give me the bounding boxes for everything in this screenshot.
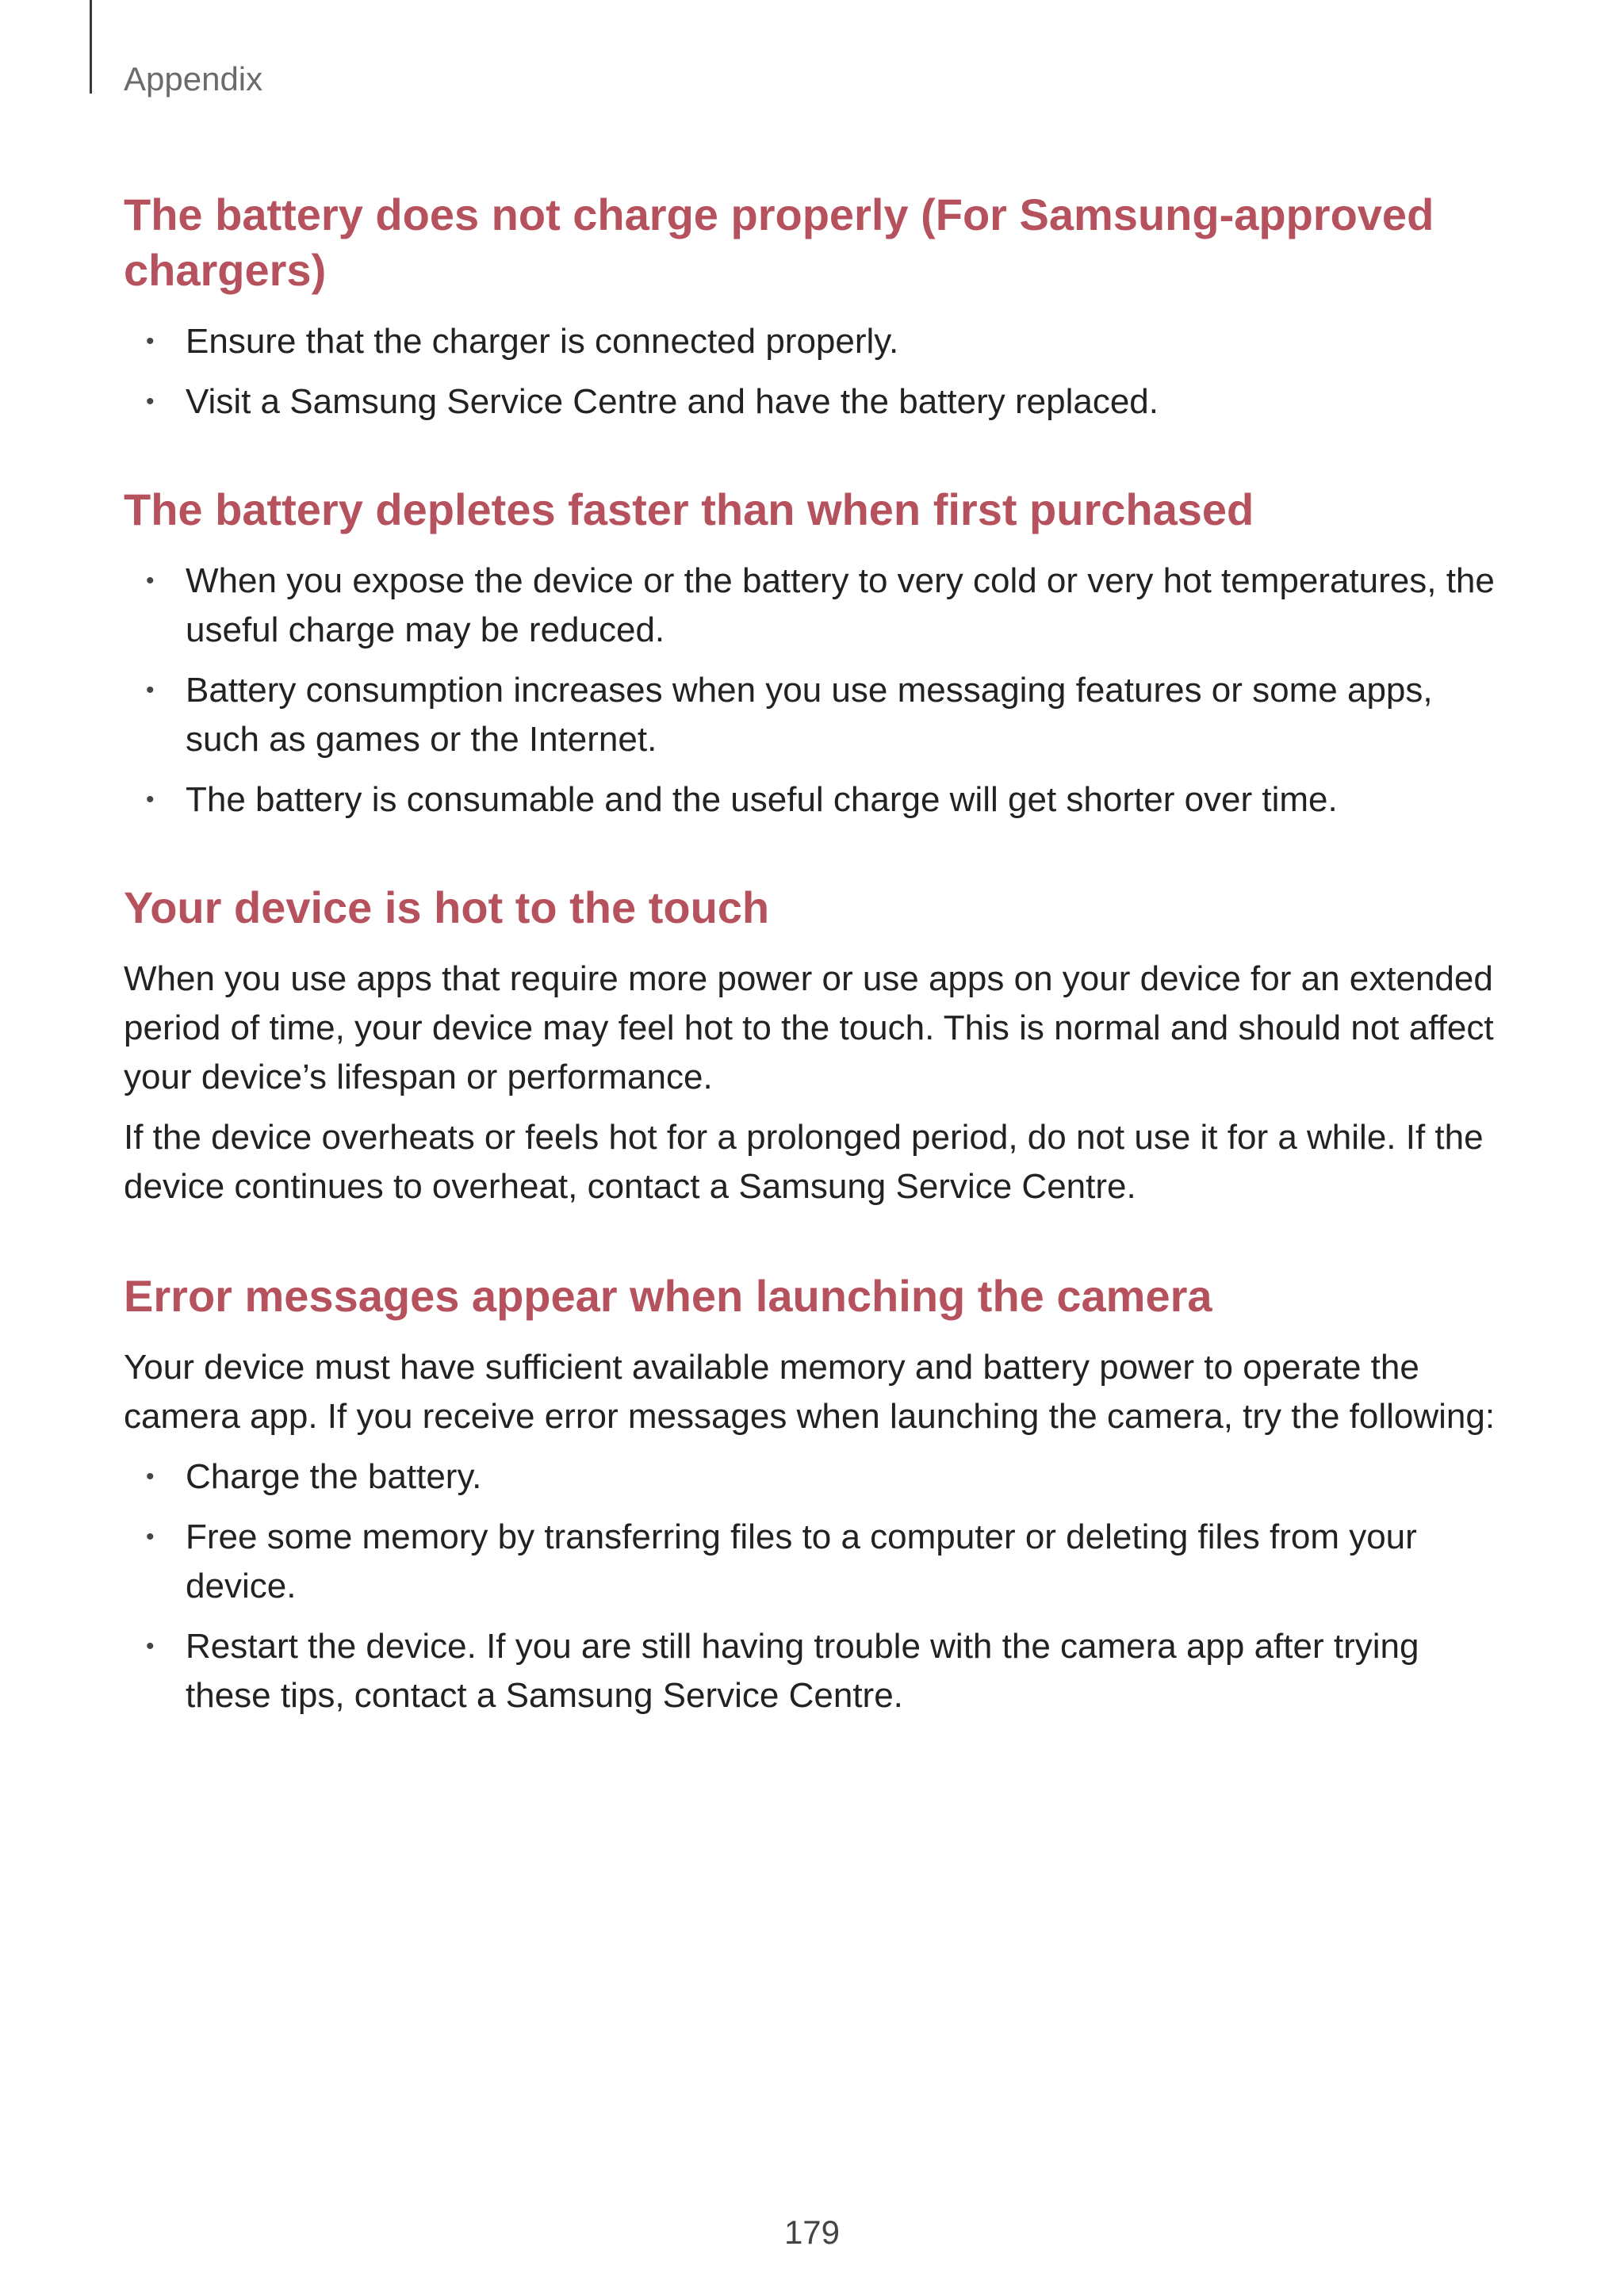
list-item-text: Restart the device. If you are still having trouble with the camera app after trying these tips, contact a Samsung Service Centre.: [186, 1627, 1419, 1715]
list-item-text: Charge the battery.: [186, 1457, 482, 1496]
list-item-text: Free some memory by transferring files to a computer or deleting files from your device.: [186, 1517, 1417, 1605]
section-heading: The battery depletes faster than when first purchased: [124, 484, 1254, 534]
bullet-icon: •: [146, 388, 155, 415]
page-content: [124, 187, 1503, 1732]
section-battery-depletes: [124, 482, 1503, 825]
paragraph: If the device overheats or feels hot for a prolonged period, do not use it for a while. If the device continues to overheat, contact a Samsung Service Centre.: [124, 1118, 1484, 1206]
section-battery-not-charging: [124, 187, 1503, 427]
section-heading: The battery does not charge properly (For Samsung-approved chargers): [124, 189, 1434, 295]
bullet-list: [124, 1452, 1503, 1720]
paragraph: When you use apps that require more power or use apps on your device for an extended period of time, your device may feel hot to the touch. This is normal and should not affect your device’s lifespan or performance.: [124, 959, 1494, 1096]
bullet-list: [124, 557, 1503, 825]
header-section-label: Appendix: [124, 60, 263, 98]
bullet-icon: •: [146, 1633, 155, 1659]
paragraph: Your device must have sufficient available memory and battery power to operate the camera app. If you receive error messages when launching the camera, try the following:: [124, 1348, 1496, 1436]
list-item: [124, 666, 1503, 764]
bullet-icon: •: [146, 328, 155, 354]
section-heading: Error messages appear when launching the camera: [124, 1271, 1212, 1321]
list-item-text: The battery is consumable and the useful charge will get shorter over time.: [186, 780, 1338, 819]
list-item: [124, 775, 1503, 825]
bullet-list: [124, 317, 1503, 427]
header-rule: [90, 0, 92, 94]
list-item: [124, 1622, 1503, 1720]
list-item-text: Ensure that the charger is connected properly.: [186, 322, 899, 361]
list-item-text: When you expose the device or the battery to very cold or very hot temperatures, the useful charge may be reduced.: [186, 561, 1495, 649]
list-item-text: Visit a Samsung Service Centre and have the battery replaced.: [186, 382, 1159, 421]
bullet-icon: •: [146, 1464, 155, 1490]
bullet-icon: •: [146, 786, 155, 813]
list-item-text: Battery consumption increases when you use messaging features or some apps, such as games or the Internet.: [186, 671, 1433, 759]
bullet-icon: •: [146, 677, 155, 703]
section-heading: Your device is hot to the touch: [124, 882, 770, 932]
list-item: [124, 317, 1503, 366]
section-camera-errors: [124, 1269, 1503, 1720]
bullet-icon: •: [146, 1524, 155, 1550]
list-item: [124, 377, 1503, 427]
list-item: [124, 557, 1503, 655]
list-item: [124, 1513, 1503, 1611]
list-item: [124, 1452, 1503, 1502]
page-number: 179: [783, 2214, 841, 2251]
bullet-icon: •: [146, 568, 155, 594]
section-device-hot: [124, 880, 1503, 1211]
